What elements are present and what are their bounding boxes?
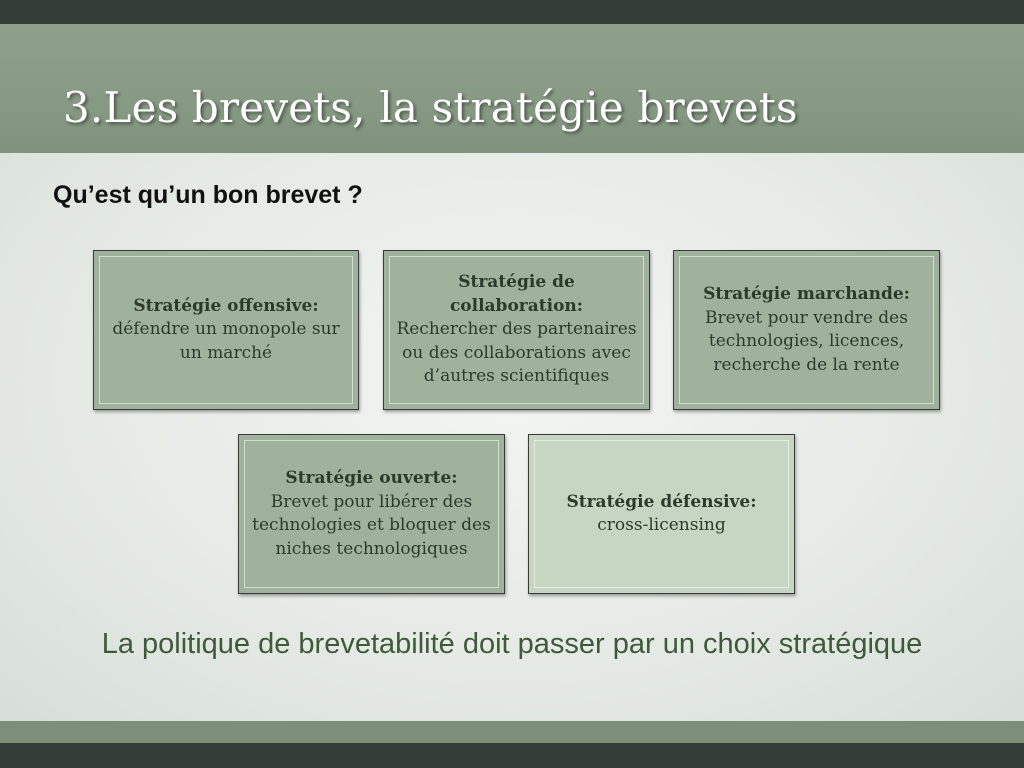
bottom-bar	[0, 743, 1024, 768]
strategy-description: Rechercher des partenaires ou des collaborations avec d’autres scientifiques	[396, 319, 637, 387]
strategy-description: défendre un monopole sur un marché	[112, 319, 340, 363]
strategy-box-defensive	[528, 434, 795, 594]
strategy-description: cross-licensing	[597, 515, 726, 535]
strategy-heading: Stratégie offensive:	[133, 295, 319, 316]
bottom-band	[0, 721, 1024, 743]
slide-subtitle: Qu’est qu’un bon brevet ?	[53, 181, 363, 209]
slide-title: 3.Les brevets, la stratégie brevets	[63, 83, 798, 132]
conclusion-text: La politique de brevetabilité doit passer par un choix stratégique	[101, 628, 923, 660]
strategy-heading: Stratégie défensive:	[566, 491, 757, 512]
strategy-box-ouverte	[238, 434, 505, 594]
top-bar	[0, 0, 1024, 24]
strategy-box-offensive	[93, 250, 359, 410]
strategy-box-collaboration	[383, 250, 650, 410]
strategy-heading: Stratégie marchande:	[703, 284, 910, 304]
strategy-heading: Stratégie ouverte:	[285, 468, 458, 488]
strategy-box-marchande	[673, 250, 940, 410]
strategy-description: Brevet pour libérer des technologies et bloquer des niches technologiques	[252, 491, 491, 559]
strategy-description: Brevet pour vendre des technologies, licences, recherche de la rente	[705, 307, 908, 375]
strategy-heading: Stratégie de collaboration:	[449, 272, 584, 316]
